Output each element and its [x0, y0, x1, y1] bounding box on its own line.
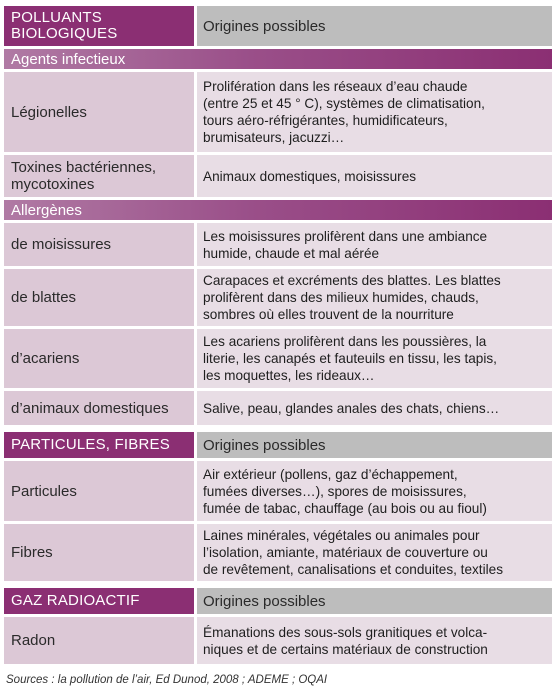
- header-gaz-radioactif: [0, 588, 557, 614]
- row-origin: Prolifération dans les réseaux d’eau chaude (entre 25 et 45 ° C), systèmes de climatisation, tours aéro-réfrigérantes, humidificateurs, brumisateurs, jacuzzi…: [197, 72, 552, 152]
- table-row: [0, 72, 557, 152]
- table-row: [0, 223, 557, 266]
- header-category: PARTICULES, FIBRES: [4, 432, 194, 458]
- subgroup-allergenes: [0, 200, 557, 220]
- row-name: Particules: [4, 461, 194, 521]
- subgroup-title: Allergènes: [4, 200, 552, 220]
- row-origin: Les acariens prolifèrent dans les poussières, la literie, les canapés et fauteuils en tissu, les tapis, les moquettes, les rideaux…: [197, 329, 552, 388]
- header-origins-label: Origines possibles: [197, 432, 552, 458]
- subgroup-title: Agents infectieux: [4, 49, 552, 69]
- row-origin: Émanations des sous-sols granitiques et volca- niques et de certains matériaux de construction: [197, 617, 552, 664]
- table-row: [0, 461, 557, 521]
- row-origin: Les moisissures prolifèrent dans une ambiance humide, chaude et mal aérée: [197, 223, 552, 266]
- row-name: Fibres: [4, 524, 194, 581]
- header-biologiques: [0, 6, 557, 46]
- header-origins-label: Origines possibles: [197, 6, 552, 46]
- row-name: Radon: [4, 617, 194, 664]
- table-row: [0, 617, 557, 664]
- header-particules-fibres: [0, 432, 557, 458]
- row-origin: Carapaces et excréments des blattes. Les blattes prolifèrent dans des milieux humides, chauds, sombres où elles trouvent de la nourriture: [197, 269, 552, 326]
- row-origin: Laines minérales, végétales ou animales pour l’isolation, amiante, matériaux de couverture ou de revêtement, canalisations et conduites, textiles: [197, 524, 552, 581]
- header-category: GAZ RADIOACTIF: [4, 588, 194, 614]
- table-row: [0, 391, 557, 425]
- header-category: POLLUANTS BIOLOGIQUES: [4, 6, 194, 46]
- table-row: [0, 524, 557, 581]
- row-name: d’acariens: [4, 329, 194, 388]
- header-origins-label: Origines possibles: [197, 588, 552, 614]
- table-row: [0, 155, 557, 197]
- row-name: Légionelles: [4, 72, 194, 152]
- row-name: d’animaux domestiques: [4, 391, 194, 425]
- table-row: [0, 329, 557, 388]
- row-origin: Salive, peau, glandes anales des chats, chiens…: [197, 391, 552, 425]
- row-origin: Air extérieur (pollens, gaz d’échappement, fumées diverses…), spores de moisissures, fumée de tabac, chauffage (au bois ou au fioul): [197, 461, 552, 521]
- sources-note: Sources : la pollution de l’air, Ed Dunod, 2008 ; ADEME ; OQAI: [6, 674, 328, 686]
- row-name: de moisissures: [4, 223, 194, 266]
- row-name: de blattes: [4, 269, 194, 326]
- row-name: Toxines bactériennes, mycotoxines: [4, 155, 194, 197]
- row-origin: Animaux domestiques, moisissures: [197, 155, 552, 197]
- table-row: [0, 269, 557, 326]
- subgroup-agents-infectieux: [0, 49, 557, 69]
